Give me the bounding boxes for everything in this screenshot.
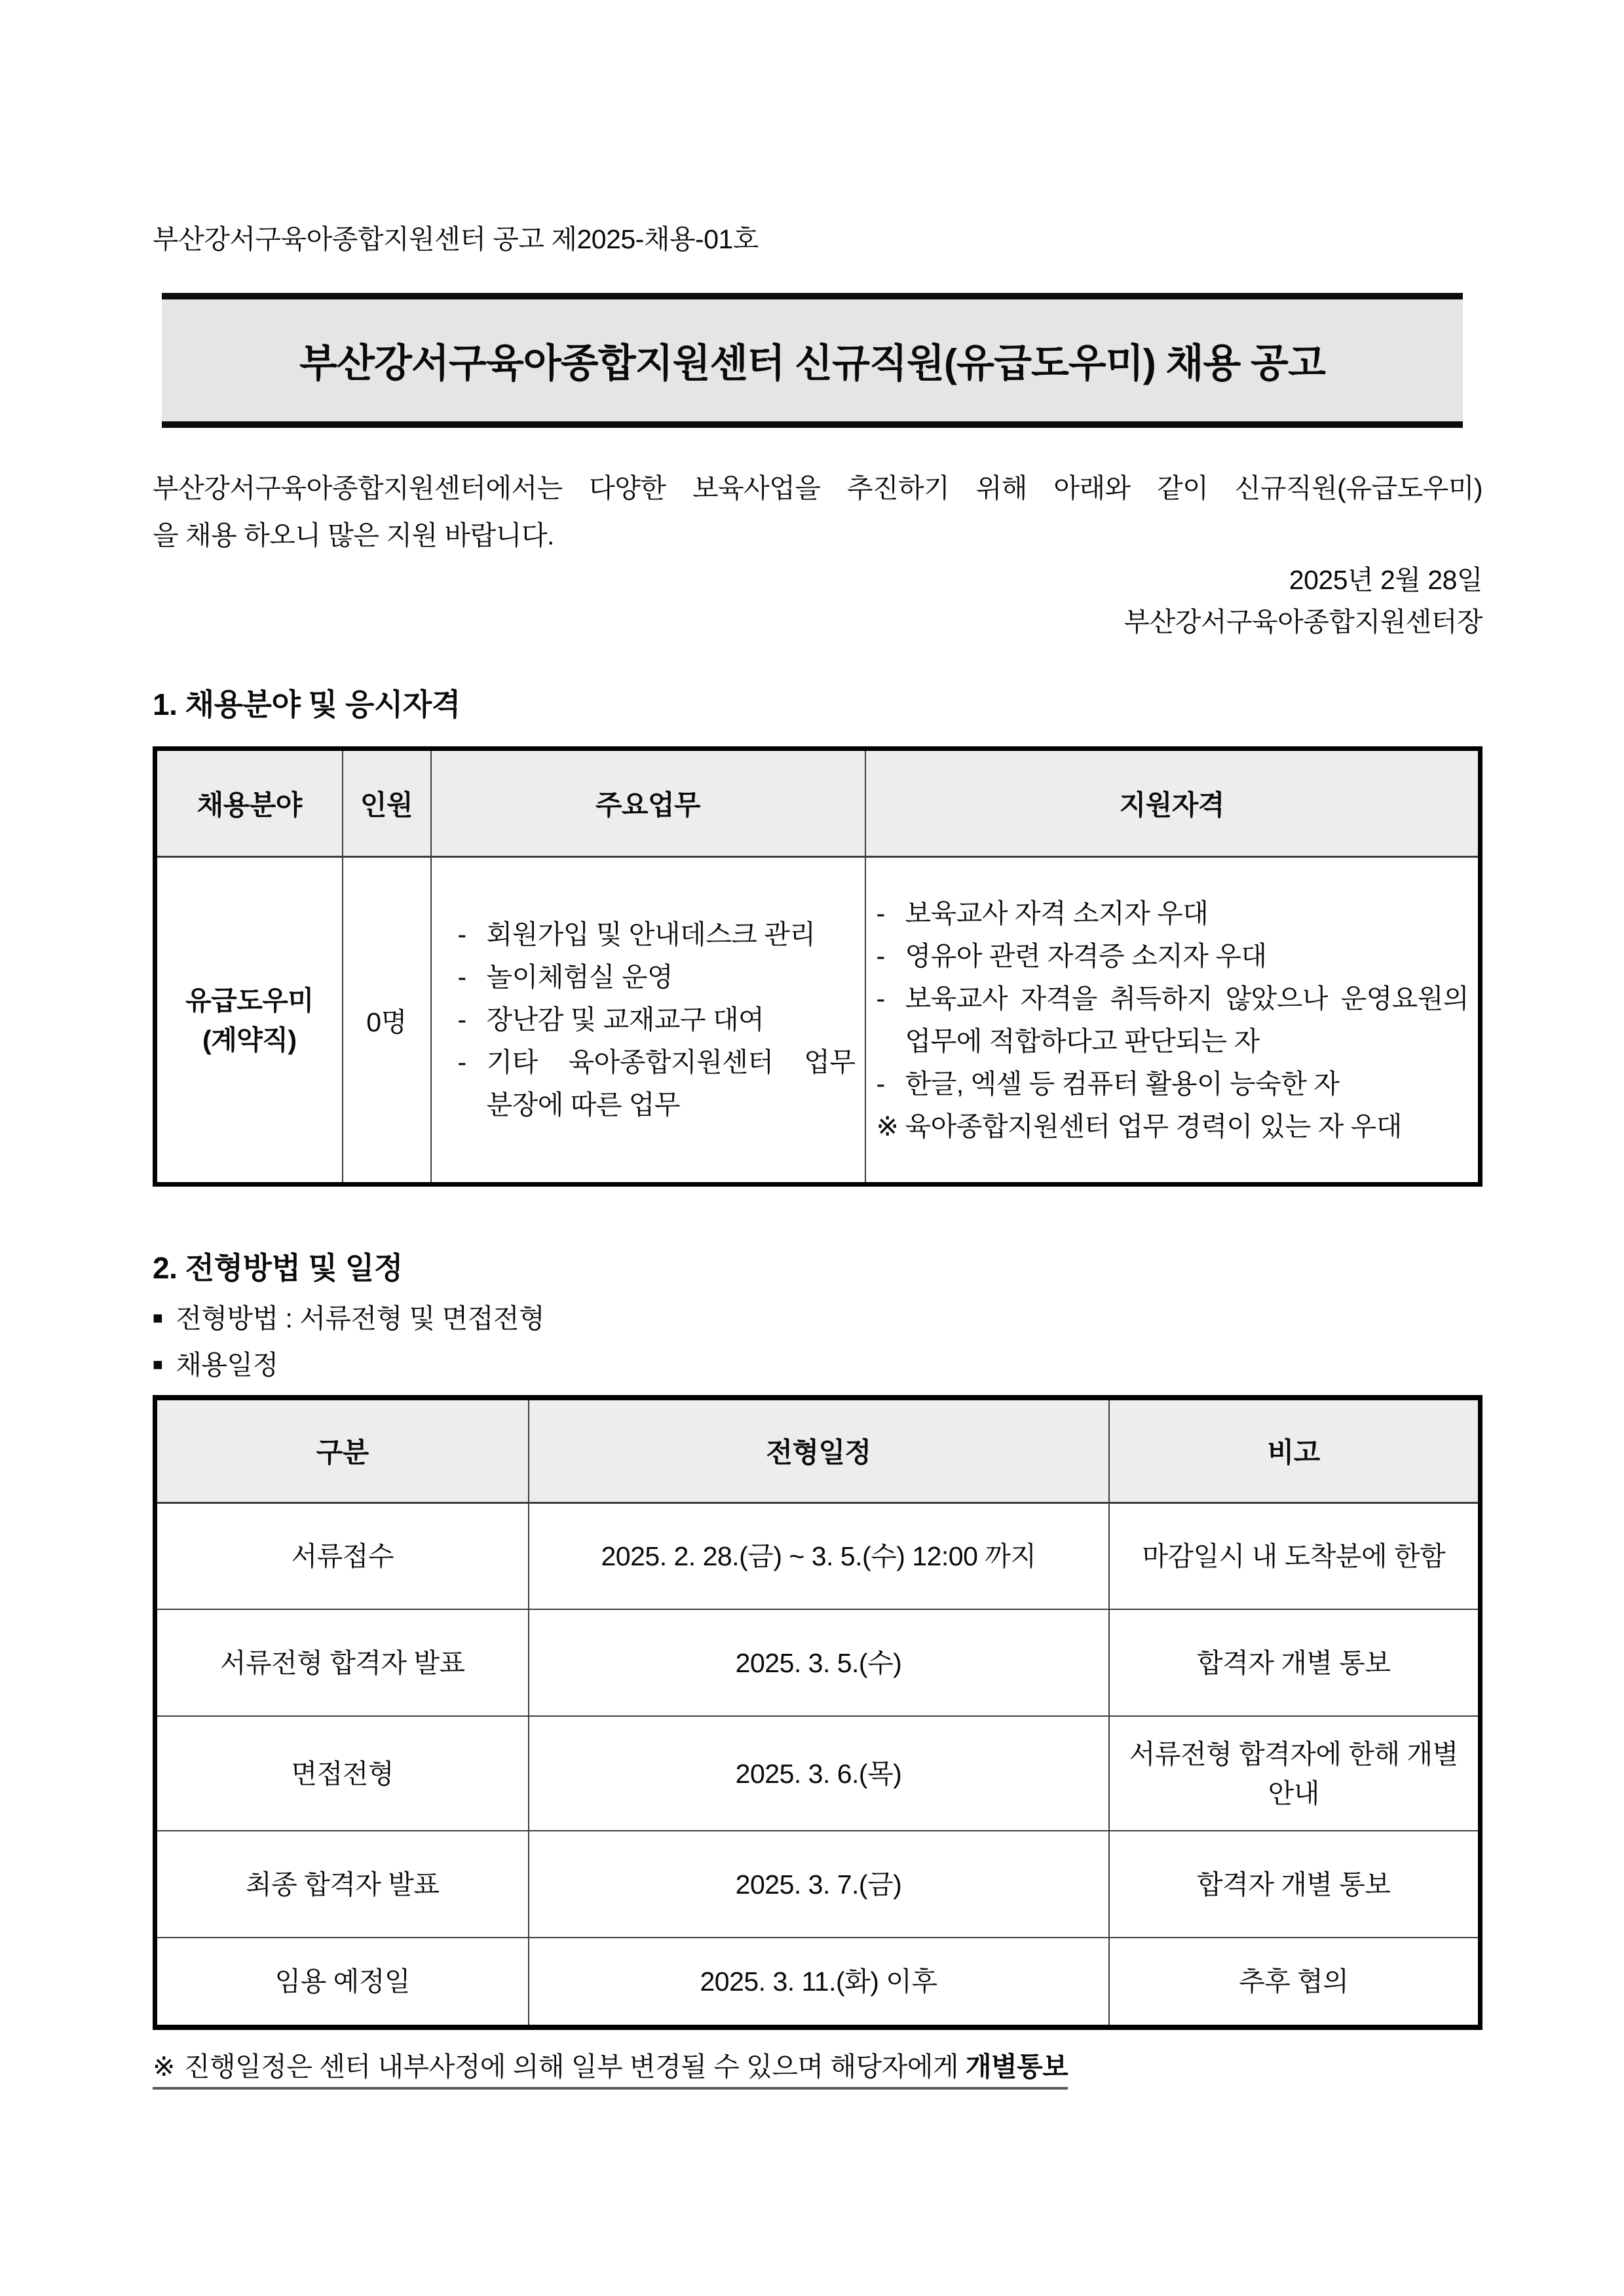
cell-note: 마감일시 내 도착분에 한함: [1109, 1502, 1481, 1609]
footer-note-text: 진행일정은 센터 내부사정에 의해 일부 변경될 수 있으며 해당자에게: [183, 2052, 966, 2082]
recruitment-table-row: [155, 857, 1481, 1185]
cell-category: 임용 예정일: [155, 1938, 529, 2027]
dash-marker: -: [457, 962, 466, 992]
col-header-schedule: 전형일정: [529, 1398, 1109, 1502]
dash-marker: -: [876, 940, 885, 971]
col-header-qualifications: 지원자격: [865, 749, 1481, 857]
duty-item: - 회원가입 및 안내데스크 관리: [458, 913, 856, 956]
reference-marker: ※: [876, 1111, 899, 1141]
dash-marker: -: [457, 919, 466, 949]
footer-note-bold: 개별통보: [965, 2052, 1068, 2082]
cell-category: 서류전형 합격자 발표: [155, 1609, 529, 1716]
footer-note-underline: [153, 2052, 1068, 2090]
schedule-row-interview: [155, 1716, 1481, 1831]
schedule-row-document-result: [155, 1609, 1481, 1716]
col-header-count: 인원: [343, 749, 431, 857]
cell-schedule: 2025. 3. 7.(금): [529, 1831, 1109, 1938]
section2-heading: 2. 전형방법 및 일정: [153, 1251, 403, 1285]
cell-schedule: 2025. 3. 11.(화) 이후: [529, 1938, 1109, 2027]
intro-paragraph-line-2: 을 채용 하오니 많은 지원 바랍니다.: [153, 520, 554, 550]
field-type: (계약직): [202, 1024, 297, 1055]
cell-note: 합격자 개별 통보: [1109, 1831, 1481, 1938]
footer-note: [153, 2050, 1482, 2084]
cell-schedule: 2025. 3. 5.(수): [529, 1609, 1109, 1716]
schedule-table: [153, 1395, 1482, 2030]
cell-note: 합격자 개별 통보: [1109, 1609, 1481, 1716]
schedule-table-header-row: [155, 1398, 1481, 1502]
schedule-row-application: [155, 1502, 1481, 1609]
duty-item: - 놀이체험실 운영: [458, 956, 856, 999]
qualification-note: ※ 육아종합지원센터 업무 경력이 있는 자 우대: [877, 1105, 1469, 1148]
qualification-item: - 영유아 관련 자격증 소지자 우대: [877, 935, 1469, 978]
duty-item: - 장난감 및 교재교구 대여: [458, 999, 856, 1041]
signer-title: 부산강서구육아종합지원센터장: [1124, 607, 1482, 637]
schedule-row-final-result: [155, 1831, 1481, 1938]
qualification-item: - 보육교사 자격 소지자 우대: [877, 892, 1469, 935]
cell-count: 0명: [343, 857, 431, 1185]
section1-heading: 1. 채용분야 및 응시자격: [153, 687, 461, 721]
signature-block: [153, 559, 1482, 643]
recruitment-table-header-row: [155, 749, 1481, 857]
bullet-schedule: ■ 채용일정: [153, 1343, 1482, 1390]
square-bullet-icon: ■: [153, 1354, 163, 1374]
cell-category: 면접전형: [155, 1716, 529, 1831]
qualification-item: - 보육교사 자격을 취득하지 않았으나 운영요원의 업무에 적합하다고 판단되는 자: [877, 978, 1469, 1063]
cell-note: 서류전형 합격자에 한해 개별 안내: [1109, 1716, 1481, 1831]
reference-marker: ※: [153, 2052, 175, 2082]
col-header-category: 구분: [155, 1398, 529, 1502]
cell-field: [155, 857, 343, 1185]
dash-marker: -: [457, 1047, 466, 1077]
notice-number: 부산강서구육아종합지원센터 공고 제2025-채용-01호: [153, 224, 759, 254]
cell-category: 최종 합격자 발표: [155, 1831, 529, 1938]
square-bullet-icon: ■: [153, 1308, 163, 1328]
page-title: 부산강서구육아종합지원센터 신규직원(유급도우미) 채용 공고: [299, 341, 1325, 385]
qualification-item: - 한글, 엑셀 등 컴퓨터 활용이 능숙한 자: [877, 1063, 1469, 1105]
col-header-field: 채용분야: [155, 749, 343, 857]
announcement-date: 2025년 2월 28일: [1289, 565, 1482, 595]
intro-paragraph-line-1: 부산강서구육아종합지원센터에서는 다양한 보육사업을 추진하기 위해 아래와 같이 신규직원(유급도우미): [153, 473, 1482, 503]
dash-marker: -: [457, 1004, 466, 1035]
cell-duties: [431, 857, 865, 1185]
cell-note: 추후 협의: [1109, 1938, 1481, 2027]
bullet-selection-method: ■ 전형방법 : 서류전형 및 면접전형: [153, 1297, 1482, 1343]
cell-qualifications: [865, 857, 1481, 1185]
dash-marker: -: [876, 898, 885, 928]
schedule-row-appointment: [155, 1938, 1481, 2027]
col-header-note: 비고: [1109, 1398, 1481, 1502]
cell-schedule: 2025. 3. 6.(목): [529, 1716, 1109, 1831]
duty-item: - 기타 육아종합지원센터 업무 분장에 따른 업무: [458, 1041, 856, 1126]
document-content: [153, 0, 1482, 2084]
recruitment-table: [153, 746, 1482, 1187]
cell-schedule: 2025. 2. 28.(금) ~ 3. 5.(수) 12:00 까지: [529, 1502, 1109, 1609]
dash-marker: -: [876, 1068, 885, 1099]
col-header-duties: 주요업무: [431, 749, 865, 857]
cell-category: 서류접수: [155, 1502, 529, 1609]
field-name: 유급도우미: [185, 985, 314, 1016]
title-banner: [162, 293, 1463, 428]
dash-marker: -: [876, 983, 885, 1014]
